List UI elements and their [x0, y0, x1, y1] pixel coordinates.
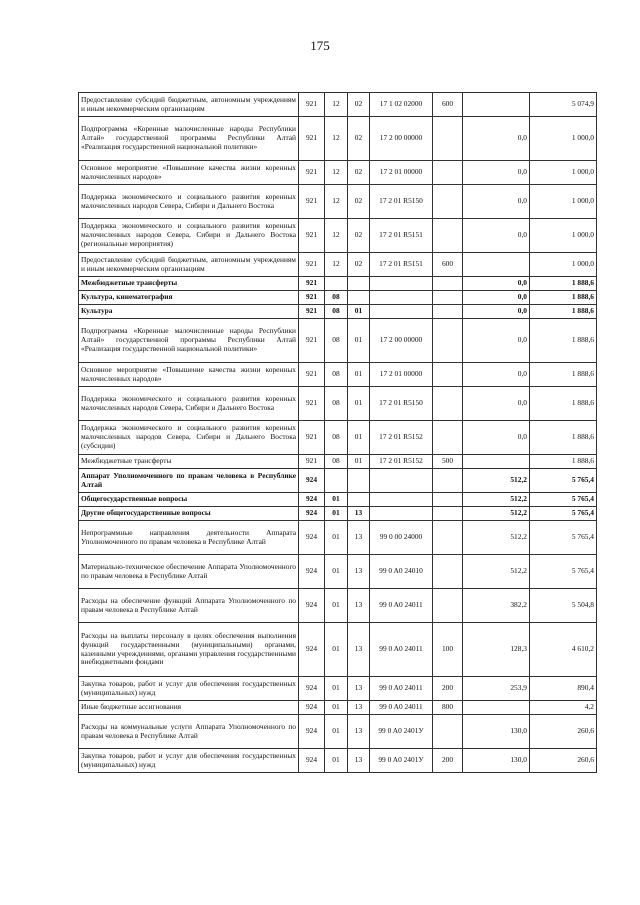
- expense-type-code: [433, 185, 463, 219]
- section-code: 08: [325, 387, 348, 421]
- amount-2: 5 504,8: [530, 589, 597, 623]
- amount-1: 130,0: [463, 715, 530, 749]
- amount-1: [463, 701, 530, 715]
- expense-type-code: [433, 387, 463, 421]
- amount-2: 1 888,6: [530, 363, 597, 387]
- subsection-code: 13: [348, 555, 370, 589]
- subsection-code: 13: [348, 623, 370, 677]
- row-name: Аппарат Уполномоченного по правам человека в Республике Алтай: [79, 469, 299, 493]
- row-name: Расходы на выплаты персоналу в целях обеспечения выполнения функций государственными (муниципальными) органами, казенными учреждениями, органами управления государственными внебюджетными фондами: [79, 623, 299, 677]
- subsection-code: 13: [348, 589, 370, 623]
- expense-type-code: 800: [433, 701, 463, 715]
- amount-1: [463, 253, 530, 277]
- amount-2: 1 888,6: [530, 291, 597, 305]
- grbs-code: 921: [299, 161, 325, 185]
- grbs-code: 921: [299, 277, 325, 291]
- target-article-code: 99 0 A0 24010: [370, 555, 433, 589]
- target-article-code: [370, 277, 433, 291]
- target-article-code: 17 2 01 00000: [370, 363, 433, 387]
- grbs-code: 921: [299, 253, 325, 277]
- section-code: 12: [325, 93, 348, 117]
- subsection-code: 13: [348, 701, 370, 715]
- amount-1: 0,0: [463, 305, 530, 319]
- grbs-code: 924: [299, 749, 325, 773]
- subsection-code: 02: [348, 185, 370, 219]
- section-code: 01: [325, 493, 348, 507]
- budget-table: [78, 92, 597, 773]
- amount-1: 253,9: [463, 677, 530, 701]
- subsection-code: 02: [348, 219, 370, 253]
- table-row: [79, 253, 597, 277]
- table-row: [79, 455, 597, 469]
- grbs-code: 924: [299, 493, 325, 507]
- table-row: [79, 521, 597, 555]
- subsection-code: 02: [348, 253, 370, 277]
- section-code: [325, 277, 348, 291]
- section-code: 01: [325, 507, 348, 521]
- expense-type-code: [433, 507, 463, 521]
- amount-2: 5 765,4: [530, 493, 597, 507]
- amount-2: 1 888,6: [530, 319, 597, 363]
- target-article-code: 17 2 01 R5150: [370, 185, 433, 219]
- section-code: 01: [325, 701, 348, 715]
- amount-1: 512,2: [463, 555, 530, 589]
- target-article-code: 17 2 01 R5152: [370, 421, 433, 455]
- subsection-code: [348, 493, 370, 507]
- amount-2: 260,6: [530, 749, 597, 773]
- amount-1: 0,0: [463, 277, 530, 291]
- target-article-code: 99 0 A0 2401У: [370, 715, 433, 749]
- grbs-code: 924: [299, 469, 325, 493]
- target-article-code: 17 2 01 00000: [370, 161, 433, 185]
- row-name: Культура: [79, 305, 299, 319]
- amount-2: 4 610,2: [530, 623, 597, 677]
- grbs-code: 924: [299, 701, 325, 715]
- target-article-code: [370, 305, 433, 319]
- table-row: [79, 589, 597, 623]
- amount-2: 1 000,0: [530, 253, 597, 277]
- expense-type-code: 500: [433, 455, 463, 469]
- table-row: [79, 749, 597, 773]
- row-name: Поддержка экономического и социального развития коренных малочисленных народов Севера, Сибири и Дальнего Востока (субсидии): [79, 421, 299, 455]
- amount-2: 1 888,6: [530, 421, 597, 455]
- expense-type-code: [433, 421, 463, 455]
- expense-type-code: [433, 291, 463, 305]
- grbs-code: 921: [299, 455, 325, 469]
- amount-1: 128,3: [463, 623, 530, 677]
- subsection-code: 02: [348, 117, 370, 161]
- expense-type-code: [433, 305, 463, 319]
- target-article-code: [370, 507, 433, 521]
- row-name: Межбюджетные трансферты: [79, 277, 299, 291]
- expense-type-code: [433, 117, 463, 161]
- target-article-code: 17 2 01 R5151: [370, 253, 433, 277]
- section-code: 08: [325, 319, 348, 363]
- target-article-code: 99 0 00 24000: [370, 521, 433, 555]
- expense-type-code: [433, 493, 463, 507]
- target-article-code: 99 0 A0 24011: [370, 623, 433, 677]
- table-row: [79, 93, 597, 117]
- table-row: [79, 219, 597, 253]
- row-name: Подпрограмма «Коренные малочисленные народы Республики Алтай» государственной программы Республики Алтай «Реализация государственной национальной политики»: [79, 319, 299, 363]
- table-row: [79, 117, 597, 161]
- table-row: [79, 677, 597, 701]
- grbs-code: 921: [299, 421, 325, 455]
- row-name: Поддержка экономического и социального развития коренных малочисленных народов Севера, Сибири и Дальнего Востока (региональные мероприятия): [79, 219, 299, 253]
- grbs-code: 921: [299, 93, 325, 117]
- expense-type-code: [433, 469, 463, 493]
- row-name: Поддержка экономического и социального развития коренных малочисленных народов Севера, Сибири и Дальнего Востока: [79, 185, 299, 219]
- target-article-code: 17 2 00 00000: [370, 319, 433, 363]
- grbs-code: 921: [299, 363, 325, 387]
- subsection-code: 13: [348, 715, 370, 749]
- amount-1: 0,0: [463, 185, 530, 219]
- expense-type-code: 200: [433, 749, 463, 773]
- target-article-code: 99 0 A0 24011: [370, 677, 433, 701]
- target-article-code: 17 1 02 02000: [370, 93, 433, 117]
- subsection-code: 01: [348, 363, 370, 387]
- table-row: [79, 161, 597, 185]
- subsection-code: 13: [348, 521, 370, 555]
- row-name: Расходы на обеспечение функций Аппарата Уполномоченного по правам человека в Республике Алтай: [79, 589, 299, 623]
- row-name: Культура, кинематография: [79, 291, 299, 305]
- row-name: Закупка товаров, работ и услуг для обеспечения государственных (муниципальных) нужд: [79, 677, 299, 701]
- amount-1: 0,0: [463, 421, 530, 455]
- row-name: Основное мероприятие «Повышение качества жизни коренных малочисленных народов»: [79, 363, 299, 387]
- section-code: 08: [325, 291, 348, 305]
- target-article-code: 99 0 A0 24011: [370, 701, 433, 715]
- row-name: Основное мероприятие «Повышение качества жизни коренных малочисленных народов»: [79, 161, 299, 185]
- section-code: 12: [325, 117, 348, 161]
- section-code: 12: [325, 253, 348, 277]
- table-row: [79, 387, 597, 421]
- row-name: Общегосударственные вопросы: [79, 493, 299, 507]
- subsection-code: [348, 469, 370, 493]
- section-code: 01: [325, 589, 348, 623]
- row-name: Подпрограмма «Коренные малочисленные народы Республики Алтай» государственной программы Республики Алтай «Реализация государственной национальной политики»: [79, 117, 299, 161]
- grbs-code: 921: [299, 219, 325, 253]
- row-name: Другие общегосударственные вопросы: [79, 507, 299, 521]
- table-row: [79, 623, 597, 677]
- target-article-code: [370, 469, 433, 493]
- section-code: 01: [325, 749, 348, 773]
- amount-1: 512,2: [463, 521, 530, 555]
- expense-type-code: [433, 161, 463, 185]
- table-row: [79, 305, 597, 319]
- grbs-code: 921: [299, 291, 325, 305]
- amount-2: 5 765,4: [530, 521, 597, 555]
- grbs-code: 924: [299, 555, 325, 589]
- row-name: Иные бюджетные ассигнования: [79, 701, 299, 715]
- subsection-code: 13: [348, 677, 370, 701]
- row-name: Предоставление субсидий бюджетным, автономным учреждениям и иным некоммерческим организациям: [79, 253, 299, 277]
- amount-1: 512,2: [463, 507, 530, 521]
- amount-1: 0,0: [463, 161, 530, 185]
- amount-1: 382,2: [463, 589, 530, 623]
- table-row: [79, 507, 597, 521]
- grbs-code: 921: [299, 117, 325, 161]
- table-row: [79, 421, 597, 455]
- amount-1: 0,0: [463, 219, 530, 253]
- table-row: [79, 363, 597, 387]
- amount-1: 0,0: [463, 363, 530, 387]
- amount-2: 1 000,0: [530, 117, 597, 161]
- table-row: [79, 555, 597, 589]
- expense-type-code: 200: [433, 677, 463, 701]
- row-name: Материально-техническое обеспечение Аппарата Уполномоченного по правам человека в Республике Алтай: [79, 555, 299, 589]
- subsection-code: 01: [348, 387, 370, 421]
- subsection-code: 13: [348, 749, 370, 773]
- subsection-code: [348, 277, 370, 291]
- target-article-code: 99 0 A0 2401У: [370, 749, 433, 773]
- section-code: 08: [325, 421, 348, 455]
- amount-2: 1 888,6: [530, 387, 597, 421]
- section-code: 01: [325, 715, 348, 749]
- expense-type-code: [433, 219, 463, 253]
- amount-2: 260,6: [530, 715, 597, 749]
- grbs-code: 924: [299, 623, 325, 677]
- subsection-code: 02: [348, 161, 370, 185]
- amount-2: 1 000,0: [530, 219, 597, 253]
- amount-1: [463, 455, 530, 469]
- expense-type-code: [433, 319, 463, 363]
- amount-2: 1 000,0: [530, 185, 597, 219]
- row-name: Непрограммные направления деятельности Аппарата Уполномоченного по правам человека в Республике Алтай: [79, 521, 299, 555]
- grbs-code: 921: [299, 387, 325, 421]
- row-name: Предоставление субсидий бюджетным, автономным учреждениям и иным некоммерческим организациям: [79, 93, 299, 117]
- section-code: 01: [325, 623, 348, 677]
- target-article-code: [370, 493, 433, 507]
- section-code: 12: [325, 219, 348, 253]
- table-row: [79, 469, 597, 493]
- amount-1: 0,0: [463, 291, 530, 305]
- target-article-code: 17 2 01 R5152: [370, 455, 433, 469]
- amount-2: 1 888,6: [530, 277, 597, 291]
- section-code: 01: [325, 677, 348, 701]
- expense-type-code: [433, 277, 463, 291]
- expense-type-code: [433, 521, 463, 555]
- table-row: [79, 291, 597, 305]
- grbs-code: 921: [299, 305, 325, 319]
- row-name: Поддержка экономического и социального развития коренных малочисленных народов Севера, Сибири и Дальнего Востока: [79, 387, 299, 421]
- section-code: 01: [325, 555, 348, 589]
- amount-2: 4,2: [530, 701, 597, 715]
- section-code: [325, 469, 348, 493]
- target-article-code: 17 2 00 00000: [370, 117, 433, 161]
- target-article-code: [370, 291, 433, 305]
- grbs-code: 924: [299, 507, 325, 521]
- grbs-code: 924: [299, 715, 325, 749]
- amount-1: 130,0: [463, 749, 530, 773]
- grbs-code: 924: [299, 589, 325, 623]
- expense-type-code: 100: [433, 623, 463, 677]
- table-row: [79, 701, 597, 715]
- grbs-code: 924: [299, 677, 325, 701]
- subsection-code: [348, 291, 370, 305]
- target-article-code: 17 2 01 R5151: [370, 219, 433, 253]
- grbs-code: 921: [299, 319, 325, 363]
- section-code: 12: [325, 161, 348, 185]
- page-number: 175: [310, 38, 330, 53]
- section-code: 12: [325, 185, 348, 219]
- amount-2: 5 074,9: [530, 93, 597, 117]
- expense-type-code: [433, 363, 463, 387]
- target-article-code: 17 2 01 R5150: [370, 387, 433, 421]
- table-row: [79, 319, 597, 363]
- expense-type-code: [433, 715, 463, 749]
- amount-2: 890,4: [530, 677, 597, 701]
- amount-1: [463, 93, 530, 117]
- table-row: [79, 277, 597, 291]
- expense-type-code: 600: [433, 253, 463, 277]
- amount-2: 5 765,4: [530, 507, 597, 521]
- subsection-code: 01: [348, 319, 370, 363]
- table-row: [79, 715, 597, 749]
- subsection-code: 01: [348, 421, 370, 455]
- row-name: Расходы на коммунальные услуги Аппарата Уполномоченного по правам человека в Республике Алтай: [79, 715, 299, 749]
- subsection-code: 01: [348, 455, 370, 469]
- target-article-code: 99 0 A0 24011: [370, 589, 433, 623]
- amount-2: 5 765,4: [530, 469, 597, 493]
- amount-2: 1 888,6: [530, 305, 597, 319]
- section-code: 01: [325, 521, 348, 555]
- grbs-code: 921: [299, 185, 325, 219]
- amount-1: 512,2: [463, 469, 530, 493]
- amount-2: 1 000,0: [530, 161, 597, 185]
- amount-2: 1 888,6: [530, 455, 597, 469]
- expense-type-code: 600: [433, 93, 463, 117]
- section-code: 08: [325, 455, 348, 469]
- grbs-code: 924: [299, 521, 325, 555]
- table-row: [79, 185, 597, 219]
- amount-1: 0,0: [463, 387, 530, 421]
- row-name: Межбюджетные трансферты: [79, 455, 299, 469]
- subsection-code: 02: [348, 93, 370, 117]
- amount-1: 0,0: [463, 117, 530, 161]
- expense-type-code: [433, 589, 463, 623]
- amount-2: 5 765,4: [530, 555, 597, 589]
- section-code: 08: [325, 305, 348, 319]
- table-row: [79, 493, 597, 507]
- expense-type-code: [433, 555, 463, 589]
- section-code: 08: [325, 363, 348, 387]
- subsection-code: 13: [348, 507, 370, 521]
- amount-1: 0,0: [463, 319, 530, 363]
- row-name: Закупка товаров, работ и услуг для обеспечения государственных (муниципальных) нужд: [79, 749, 299, 773]
- subsection-code: 01: [348, 305, 370, 319]
- amount-1: 512,2: [463, 493, 530, 507]
